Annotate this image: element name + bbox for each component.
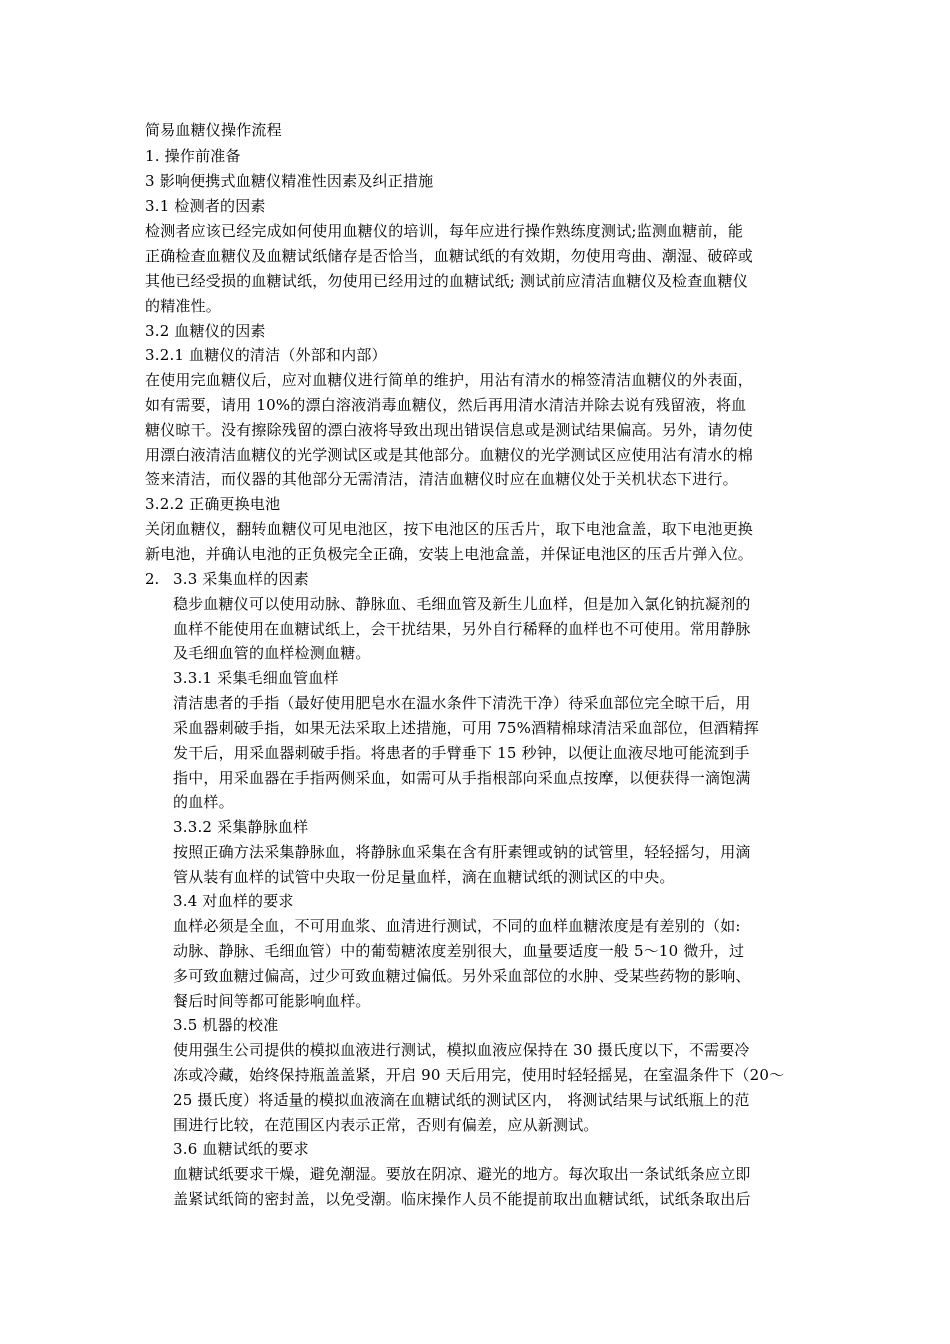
text-line: 冻或冷藏，始终保持瓶盖盖紧，开启 90 天后用完，使用时轻轻摇晃，在室温条件下（20～ [173, 1066, 785, 1084]
text-line: 管从装有血样的试管中央取一份足量血样，滴在血糖试纸的测试区的中央。 [173, 868, 675, 886]
text-line: 如有需要，请用 10%的漂白溶液消毒血糖仪，然后再用清水清洁并除去说有残留液，将血 [145, 396, 747, 414]
text-line: 3.3.2 采集静脉血样 [173, 818, 309, 836]
text-line: 的血样。 [173, 793, 234, 811]
text-line: 使用强生公司提供的模拟血液进行测试，模拟血液应保持在 30 摄氏度以下，不需要冷 [173, 1041, 750, 1059]
list-marker: 2. [145, 570, 160, 588]
text-line: 25 摄氏度）将适量的模拟血液滴在血糖试纸的测试区内， 将测试结果与试纸瓶上的范 [173, 1091, 750, 1109]
text-line: 检测者应该已经完成如何使用血糖仪的培训，每年应进行操作熟练度测试;监测血糖前，能 [145, 222, 744, 240]
text-line: 多可致血糖过偏高，过少可致血糖过偏低。另外采血部位的水肿、受某些药物的影响、 [173, 967, 751, 985]
text-line: 3.2.2 正确更换电池 [145, 495, 281, 513]
text-line: 在使用完血糖仪后，应对血糖仪进行简单的维护，用沾有清水的棉签清洁血糖仪的外表面， [145, 371, 754, 389]
text-line: 发干后，用采血器刺破手指。将患者的手臂垂下 15 秒钟，以便让血液尽地可能流到手 [173, 744, 750, 762]
text-line: 签来清洁，而仪器的其他部分无需清洁，清洁血糖仪时应在血糖仪处于关机状态下进行。 [145, 470, 738, 488]
text-line: 3.6 血糖试纸的要求 [173, 1140, 309, 1158]
text-line: 血样不能使用在血糖试纸上，会干扰结果，另外自行稀释的血样也不可使用。常用静脉 [173, 620, 751, 638]
text-line: 围进行比较，在范围区内表示正常，否则有偏差，应从新测试。 [173, 1116, 599, 1134]
text-line: 3.4 对血样的要求 [173, 892, 294, 910]
text-line: 糖仪晾干。没有擦除残留的漂白液将导致出现出错误信息或是测试结果偏高。另外，请勿使 [145, 421, 754, 439]
text-line: 正确检查血糖仪及血糖试纸储存是否恰当，血糖试纸的有效期，勿使用弯曲、潮湿、破碎或 [145, 247, 754, 265]
text-line: 3.3.1 采集毛细血管血样 [173, 669, 339, 687]
text-line: 1. 操作前准备 [145, 147, 241, 165]
text-line: 餐后时间等都可能影响血样。 [173, 992, 371, 1010]
text-line: 的精准性。 [145, 297, 222, 315]
text-line: 血样必须是全血，不可用血浆、血清进行测试，不同的血样血糖浓度是有差别的（如: [173, 917, 741, 935]
text-line: 用漂白液清洁血糖仪的光学测试区或是其他部分。血糖仪的光学测试区应使用沾有清水的棉 [145, 446, 754, 464]
text-line: 简易血糖仪操作流程 [145, 121, 282, 139]
text-line: 3.1 检测者的因素 [145, 197, 266, 215]
text-line: 3.5 机器的校准 [173, 1016, 279, 1034]
text-line: 指中，用采血器在手指两侧采血，如需可从手指根部向采血点按摩，以便获得一滴饱满 [173, 769, 751, 787]
text-line: 3.3 采集血样的因素 [173, 570, 309, 588]
text-line: 采血器刺破手指，如果无法采取上述措施，可用 75%酒精棉球清洁采血部位，但酒精挥 [173, 719, 760, 737]
text-line: 动脉、静脉、毛细血管）中的葡萄糖浓度差别很大，血量要适度一般 5～10 微升，过 [173, 942, 745, 960]
text-line: 3 影响便携式血糖仪精准性因素及纠正措施 [145, 172, 434, 190]
text-line: 按照正确方法采集静脉血，将静脉血采集在含有肝素锂或钠的试管里，轻轻摇匀，用滴 [173, 843, 751, 861]
text-line: 及毛细血管的血样检测血糖。 [173, 644, 371, 662]
text-line: 其他已经受损的血糖试纸，勿使用已经用过的血糖试纸; 测试前应清洁血糖仪及检查血糖仪 [145, 272, 749, 290]
text-line: 新电池，并确认电池的正负极完全正确，安装上电池盒盖，并保证电池区的压舌片弹入位。 [145, 545, 754, 563]
text-line: 清洁患者的手指（最好使用肥皂水在温水条件下清洗干净）待采血部位完全晾干后，用 [173, 694, 751, 712]
text-line: 稳步血糖仪可以使用动脉、静脉血、毛细血管及新生儿血样，但是加入氯化钠抗凝剂的 [173, 595, 751, 613]
text-line: 关闭血糖仪，翻转血糖仪可见电池区，按下电池区的压舌片，取下电池盒盖，取下电池更换 [145, 520, 754, 538]
text-line: 3.2 血糖仪的因素 [145, 322, 266, 340]
text-line: 血糖试纸要求干燥，避免潮湿。要放在阴凉、避光的地方。每次取出一条试纸条应立即 [173, 1165, 751, 1183]
text-line: 3.2.1 血糖仪的清洁（外部和内部） [145, 346, 387, 364]
text-line: 盖紧试纸筒的密封盖，以免受潮。临床操作人员不能提前取出血糖试纸，试纸条取出后 [173, 1190, 751, 1208]
